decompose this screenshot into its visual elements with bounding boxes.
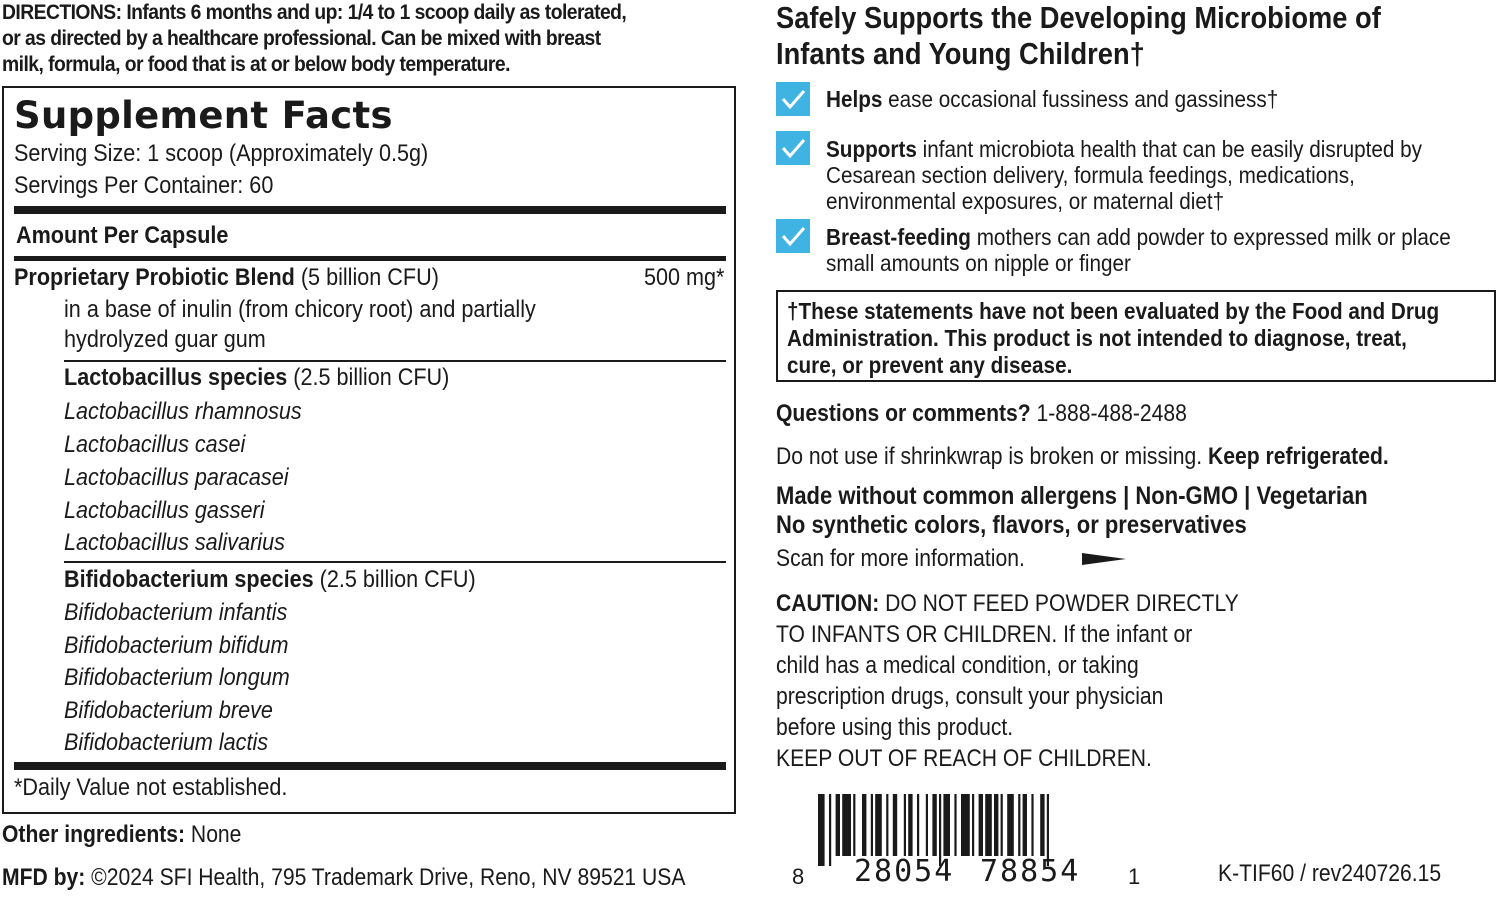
checkmark-icon: [776, 82, 810, 116]
thin-divider: [64, 561, 726, 563]
barcode-bar: [836, 794, 840, 856]
disclaimer-line: Administration. This product is not intended to diagnose, treat,: [787, 325, 1407, 351]
serving-size: Serving Size: 1 scoop (Approximately 0.5g): [14, 140, 429, 167]
lacto-cfu: (2.5 billion CFU): [287, 364, 450, 391]
allergen-line: Made without common allergens | Non-GMO | Vegetarian: [776, 482, 1368, 510]
disclaimer-line: cure, or prevent any disease.: [787, 352, 1073, 378]
caution: [776, 588, 1239, 774]
barcode-bar: [862, 794, 866, 856]
bullet-bold: Breast-feeding: [826, 224, 971, 250]
barcode-bar: [1040, 794, 1044, 856]
supplement-facts-panel: [2, 86, 736, 814]
barcode-bar: [904, 794, 906, 856]
base-line: in a base of inulin (from chicory root) and partially: [64, 296, 536, 323]
barcode-bar: [994, 794, 998, 856]
caution-line: prescription drugs, consult your physician: [776, 683, 1164, 710]
bullet-text: ease occasional fussiness and gassiness†: [882, 86, 1279, 112]
shrinkwrap-notice: [776, 441, 1389, 472]
lacto-name: Lactobacillus species: [64, 364, 288, 391]
base-line: hydrolyzed guar gum: [64, 326, 266, 353]
barcode-bar: [842, 794, 851, 856]
barcode-bar: [908, 794, 912, 856]
barcode-bar: [871, 794, 873, 856]
caution-line: KEEP OUT OF REACH OF CHILDREN.: [776, 745, 1152, 772]
manufacturer: [2, 864, 685, 892]
strain: Lactobacillus gasseri: [64, 497, 265, 524]
strain: Bifidobacterium infantis: [64, 599, 288, 626]
medium-divider: [14, 256, 726, 261]
lacto-row: [64, 364, 449, 392]
bullet-text: small amounts on nipple or finger: [826, 250, 1131, 276]
bullet-text: environmental exposures, or maternal diet†: [826, 188, 1225, 214]
strain: Bifidobacterium breve: [64, 697, 273, 724]
disclaimer-line: †These statements have not been evaluated by the Food and Drug: [787, 298, 1440, 324]
barcode-digit-first: 8: [792, 864, 805, 889]
barcode-bar: [829, 794, 831, 866]
arrow-right-icon: [1082, 551, 1126, 567]
barcode-bar: [1023, 794, 1027, 856]
left-column: [2, 0, 738, 78]
blend-row: [14, 264, 439, 292]
barcode-bar: [954, 794, 956, 856]
barcode-bar: [1001, 794, 1003, 856]
barcode-bar: [875, 794, 882, 856]
headline-line: Safely Supports the Developing Microbiome of: [776, 0, 1381, 35]
bullet-text: mothers can add powder to expressed milk or place: [970, 224, 1451, 250]
caution-line: TO INFANTS OR CHILDREN. If the infant or: [776, 621, 1193, 648]
bullet-bold: Supports: [826, 136, 917, 162]
directions-line: Infants 6 months and up: 1/4 to 1 scoop daily as tolerated,: [126, 1, 627, 24]
keep-refrigerated: Keep refrigerated.: [1207, 443, 1389, 470]
bullet-breastfeeding: [826, 224, 1500, 276]
barcode-bar: [818, 794, 825, 866]
strain: Bifidobacterium lactis: [64, 729, 269, 756]
bullet-supports: [826, 136, 1500, 214]
bullet-helps: [826, 86, 1500, 112]
supplement-facts-title: Supplement Facts: [14, 94, 393, 137]
directions-label: DIRECTIONS:: [2, 1, 122, 24]
barcode-bar: [917, 794, 919, 856]
caution-label: CAUTION:: [776, 590, 880, 617]
caution-line: before using this product.: [776, 714, 1014, 741]
directions-line: milk, formula, or food that is at or below body temperature.: [2, 53, 510, 76]
barcode-bar: [1007, 794, 1014, 856]
other-ingredients-label: Other ingredients:: [2, 821, 186, 848]
barcode-bar: [961, 794, 970, 856]
strain: Lactobacillus casei: [64, 431, 246, 458]
barcode-bar: [943, 794, 950, 856]
questions: [776, 398, 1187, 429]
allergen-line: No synthetic colors, flavors, or preservatives: [776, 511, 1247, 539]
barcode-bar: [893, 794, 897, 856]
barcode-bar: [926, 794, 928, 856]
strain: Lactobacillus rhamnosus: [64, 398, 302, 425]
directions-line: or as directed by a healthcare professional. Can be mixed with breast: [2, 27, 601, 50]
bifido-name: Bifidobacterium species: [64, 566, 314, 593]
strain: Bifidobacterium bifidum: [64, 632, 289, 659]
thick-divider: [14, 762, 726, 770]
headline-line: Infants and Young Children†: [776, 36, 1145, 71]
bifido-row: [64, 566, 476, 594]
strain: Lactobacillus paracasei: [64, 464, 289, 491]
barcode-bar: [1031, 794, 1033, 856]
scan-info: Scan for more information.: [776, 545, 1025, 572]
shrink-text: Do not use if shrinkwrap is broken or missing.: [776, 443, 1208, 470]
bifido-cfu: (2.5 billion CFU): [313, 566, 476, 593]
barcode-digit-last: 1: [1128, 864, 1141, 889]
strain: Bifidobacterium longum: [64, 664, 290, 691]
thick-divider: [14, 206, 726, 214]
mfd-label: MFD by:: [2, 864, 86, 891]
questions-label: Questions or comments?: [776, 400, 1031, 427]
product-code: K-TIF60 / rev240726.15: [1218, 860, 1442, 887]
footnote: *Daily Value not established.: [14, 774, 288, 801]
bullet-bold: Helps: [826, 86, 883, 112]
barcode-bar: [886, 794, 888, 856]
bullet-text: Cesarean section delivery, formula feedings, medications,: [826, 162, 1355, 188]
thin-divider: [64, 360, 726, 362]
blend-name: Proprietary Probiotic Blend: [14, 264, 295, 291]
checkmark-icon: [776, 131, 810, 165]
barcode-bar: [972, 794, 974, 856]
other-ingredients-value: None: [185, 821, 242, 848]
directions: [2, 0, 738, 78]
blend-amount: 500 mg*: [643, 264, 724, 291]
other-ingredients: [2, 821, 241, 849]
barcode-bar: [979, 794, 983, 856]
amount-header: Amount Per Capsule: [16, 222, 229, 249]
caution-line: DO NOT FEED POWDER DIRECTLY: [879, 590, 1239, 617]
bullet-text: infant microbiota health that can be easily disrupted by: [916, 136, 1423, 162]
barcode-bar: [1018, 794, 1020, 856]
barcode-bar: [853, 794, 855, 856]
servings-per-container: Servings Per Container: 60: [14, 172, 274, 199]
caution-line: child has a medical condition, or taking: [776, 652, 1139, 679]
barcode-bar: [932, 794, 936, 856]
mfd-value: ©2024 SFI Health, 795 Trademark Drive, Reno, NV 89521 USA: [85, 864, 686, 891]
barcode-digits-left: 28054: [854, 854, 955, 889]
barcode-bar: [985, 794, 992, 856]
phone-number: 1-888-488-2488: [1030, 400, 1187, 427]
checkmark-icon: [776, 219, 810, 253]
barcode-digits-right: 78854: [980, 854, 1081, 889]
strain: Lactobacillus salivarius: [64, 529, 285, 556]
fda-disclaimer-box: [776, 290, 1496, 382]
allergens: [776, 482, 1368, 540]
headline: [776, 0, 1381, 72]
blend-cfu: (5 billion CFU): [294, 264, 439, 291]
fda-disclaimer: [787, 298, 1489, 379]
